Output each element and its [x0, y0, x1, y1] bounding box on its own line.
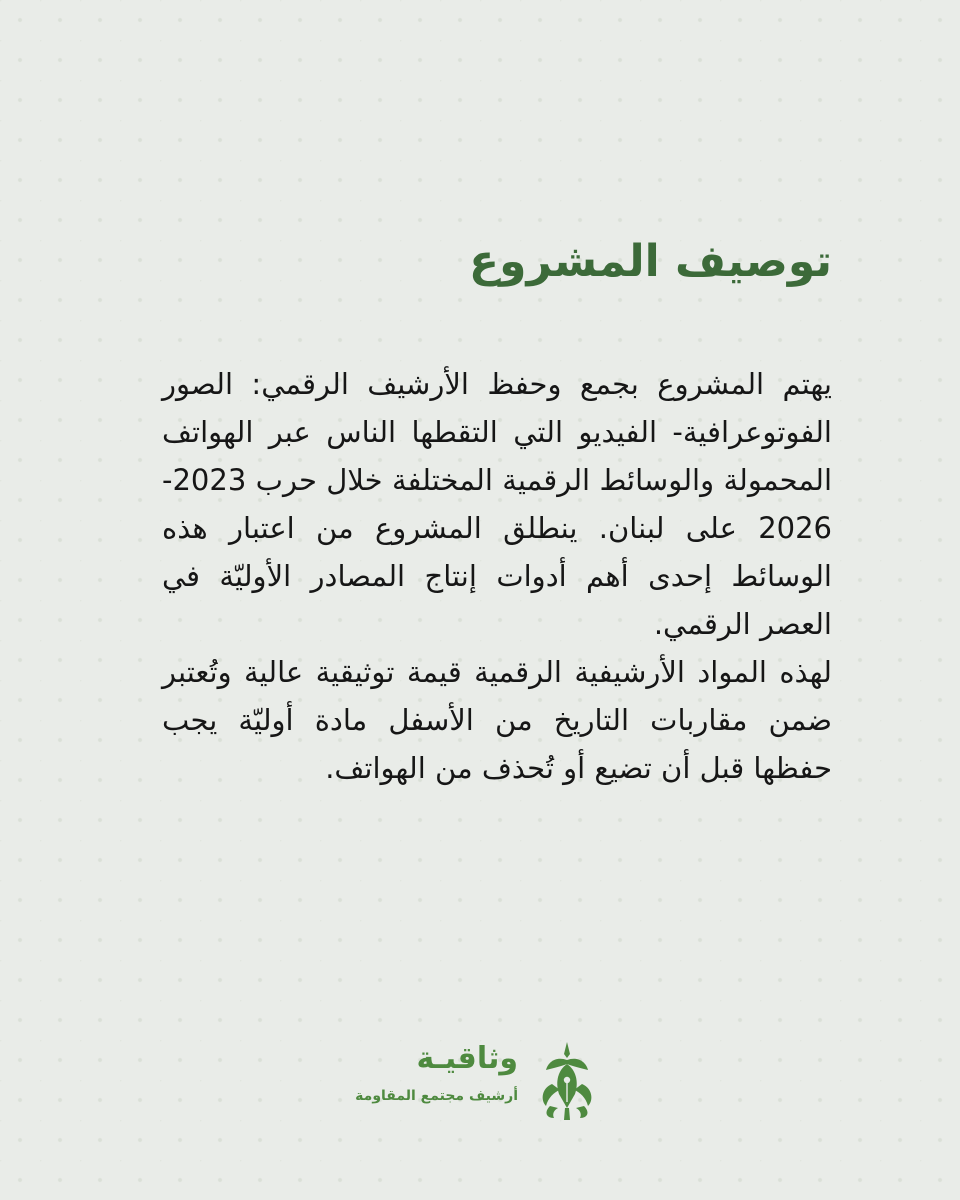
logo: [355, 1036, 602, 1126]
page-title: توصيف المشروع: [469, 236, 832, 287]
logo-tagline: أرشيف مجتمع المقاومة: [355, 1088, 518, 1104]
logo-name: وثاقيـة: [416, 1041, 518, 1076]
description-text: [162, 360, 832, 792]
pen-nib-wheat-emblem-icon: [532, 1040, 602, 1122]
description-paragraph-1: يهتم المشروع بجمع وحفظ الأرشيف الرقمي: الصور الفوتوعرافية- الفيديو التي التقطها الناس عبر الهواتف المحمولة والوسائط الرقمية المختلفة خلال حرب 2023- 2026 على لبنان. ينطلق المشروع من اعتبار هذه الوسائط إحدى أهم أدوات إنتاج المصادر الأوليّة في العصر الرقمي.: [162, 367, 832, 641]
description-paragraph-2: لهذه المواد الأرشيفية الرقمية قيمة توثيقية عالية وتُعتبر ضمن مقاربات التاريخ من الأسفل مادة أوليّة يجب حفظها قبل أن تضيع أو تُحذف من الهواتف.: [162, 655, 832, 785]
